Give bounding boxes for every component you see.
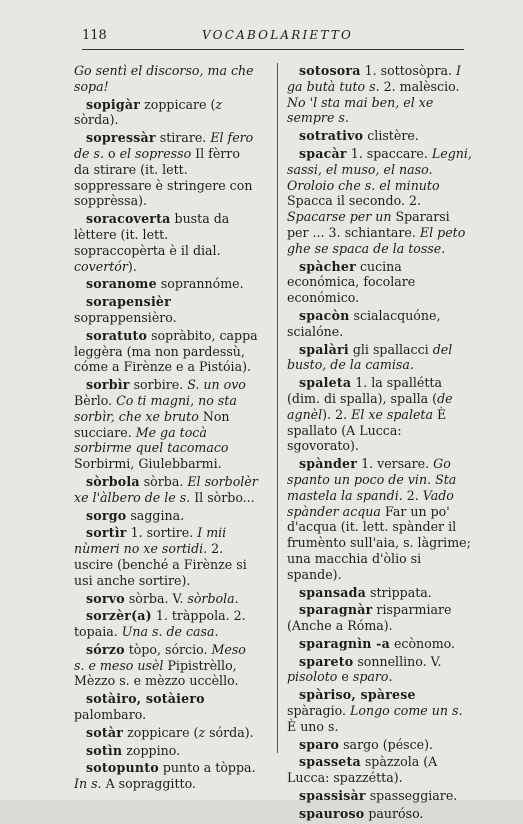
definition-text: 2. [402, 487, 423, 503]
dictionary-entry [74, 294, 259, 326]
dictionary-entry [287, 602, 472, 634]
example-italic: Longo come un s. [350, 703, 463, 719]
example-italic: S. un ovo [187, 377, 246, 393]
dictionary-entry [74, 642, 259, 689]
definition-text: Pipistrèllo, Mèzzo s. e mèzzo uccèllo. [74, 657, 239, 689]
example-italic: sòrbola [187, 590, 235, 606]
definition-text: spàzzola (A Lucca: spazzétta). [287, 754, 438, 786]
dictionary-entry [74, 97, 259, 129]
dictionary-entry [74, 608, 259, 640]
definition-text: sopràbito, cappa leggèra (ma non pardessù, cóme a Firènze e a Pistóia). [74, 327, 258, 375]
page-number: 118 [82, 28, 107, 43]
headword: sparagnàr [299, 602, 373, 618]
definition-text: Non succiare. [74, 408, 230, 440]
example-italic: covertór [74, 258, 128, 274]
dictionary-entry [74, 508, 259, 524]
example-italic: Me ga tocà sorbirme quel tacomaco [74, 424, 229, 456]
headword: sortìr [86, 525, 127, 541]
definition-text: sòrba. V. [124, 590, 188, 606]
dictionary-entry [74, 525, 259, 588]
definition-text: zoppicare ( [123, 724, 199, 740]
dictionary-entry [74, 211, 259, 274]
example-italic: sparo [352, 669, 389, 685]
dictionary-entry [287, 456, 472, 582]
definition-text: sorbire. [129, 377, 188, 393]
example-italic: de agnèl [287, 390, 453, 422]
headword: sorgo [86, 507, 127, 523]
definition-text: zoppicare ( [140, 96, 216, 112]
definition-text: sòrba. [139, 473, 188, 489]
headword: sorapensièr [86, 294, 171, 310]
definition-text: gli spallacci [348, 341, 433, 357]
definition-text: clistère. [363, 128, 419, 144]
example-italic: el sopresso [119, 145, 192, 161]
definition-text: soprannóme. [156, 276, 244, 292]
headword: sotàr [86, 724, 124, 740]
example-italic: Co ti magni, no sta sorbìr, che xe bruto [74, 392, 237, 424]
dictionary-entry [287, 259, 472, 306]
headword: sotopunto [86, 760, 159, 776]
example-italic: z [215, 96, 223, 112]
definition-text: ). 2. [322, 406, 352, 422]
definition-text: o [103, 145, 120, 161]
headword: sopigàr [86, 96, 141, 112]
definition-text: È spallato (A Lucca: sgovorato). [287, 406, 447, 454]
headword: sorvo [86, 590, 125, 606]
dictionary-entry [287, 806, 472, 822]
definition-text: busta da lèttere (it. lett. sopraccopèrta è il dial. [74, 211, 230, 258]
dictionary-entry [287, 654, 472, 686]
definition-text: Far un po' d'acqua (it. lett. spànder il frumènto sull'aia, s. làgrime; una macchia d'òlio si spande). [287, 503, 471, 582]
example-italic: Go spanto un poco de vin. Sta mastela la spandi. [287, 456, 457, 503]
headword: spànder [299, 456, 358, 472]
definition-text: Sorbirmi, Giulebbarmi. [74, 456, 222, 472]
headword: spaleta [299, 375, 352, 391]
definition-text: stirare. [155, 130, 211, 146]
dictionary-entry [287, 737, 472, 753]
headword: sotìn [86, 742, 123, 758]
definition-text: saggina. [126, 507, 185, 523]
headword: sòrbola [86, 473, 140, 489]
dictionary-entry [287, 128, 472, 144]
definition-text: 2. uscire (benché a Firènze si usi anche sortire). [74, 541, 247, 588]
definition-text: strippata. [366, 584, 432, 600]
definition-text: tòpo, sórcio. [124, 641, 212, 657]
column-divider [277, 63, 278, 753]
definition-text: soprappensièro. [74, 309, 177, 325]
definition-text: punto a tòppa. [158, 760, 256, 776]
definition-text: È uno s. [287, 718, 339, 734]
example-italic: Vado spànder acqua [287, 487, 454, 519]
definition-text: spàragio. [287, 703, 351, 719]
definition-text: sonnellino. V. [353, 653, 442, 669]
definition-text: 1. sottosòpra. [360, 63, 457, 78]
definition-text: scialacquóne, scialóne. [287, 307, 441, 339]
dictionary-entry [287, 788, 472, 804]
headword: sorbìr [86, 377, 130, 393]
dictionary-entry [287, 308, 472, 340]
example-italic: Meso s. e meso usèl [74, 641, 246, 673]
definition-text: Spacca il secondo. 2. [287, 193, 421, 209]
headword: spacòn [299, 307, 350, 323]
definition-text: sórda). [205, 724, 254, 740]
dictionary-entry [287, 687, 472, 734]
headword: sopressàr [86, 130, 156, 146]
example-italic: I mii nùmeri no xe sortidi. [74, 525, 227, 557]
example-italic: El fero de s. [74, 130, 254, 161]
dictionary-entry [74, 591, 259, 607]
example-italic: del busto, de la camisa. [287, 341, 453, 373]
definition-text: Il sòrbo... [190, 489, 255, 505]
definition-text: risparmiare (Anche a Róma). [287, 602, 452, 634]
dictionary-entry [74, 276, 259, 292]
example-italic: pisoloto [287, 669, 338, 685]
headword: spassisàr [299, 788, 366, 804]
example-italic: Una s. de casa. [121, 624, 219, 640]
dictionary-entry [287, 375, 472, 454]
definition-text: 2. malèscio. [379, 78, 460, 94]
example-italic: No 'l sta mai ben, el xe sempre s. [287, 94, 434, 126]
definition-text: spasseggiare. [365, 788, 458, 804]
definition-text: Spararsi per ... 3. schiantare. [287, 209, 450, 240]
dictionary-entry [287, 63, 472, 126]
header-rule [82, 49, 464, 50]
dictionary-entry [74, 743, 259, 759]
headword: sotosora [299, 63, 361, 78]
headword: sorzèr(a) [86, 608, 152, 624]
headword: spareto [299, 653, 354, 669]
definition-text: Bèrlo. [74, 392, 117, 408]
example-italic: In s. [74, 776, 102, 792]
headword: sotàiro, sotàiero [86, 691, 205, 707]
definition-text: cucina económica, focolare económico. [287, 258, 416, 306]
example-italic: z [198, 724, 206, 740]
dictionary-entry [287, 636, 472, 652]
dictionary-entry [74, 130, 259, 209]
definition-text: sòrda). [74, 112, 119, 128]
dictionary-entry [287, 146, 472, 257]
dictionary-entry [74, 474, 259, 506]
definition-text: . [234, 590, 239, 606]
definition-text: ). [127, 258, 137, 274]
definition-text: pauróso. [364, 805, 424, 821]
headword: soratuto [86, 327, 148, 343]
example-italic: El xe spaleta [351, 406, 433, 422]
definition-text: . [388, 669, 393, 685]
headword: sparagnìn -a [299, 635, 390, 651]
example-italic: I ga butà tuto s. [287, 63, 461, 94]
dictionary-entry [74, 691, 259, 723]
right-column [287, 63, 472, 824]
dictionary-entry [74, 328, 259, 375]
headword: sparo [299, 736, 340, 752]
definition-text: 1. versare. [357, 456, 434, 472]
dictionary-entry [74, 377, 259, 472]
definition-text: zoppino. [122, 742, 181, 758]
headword: soracoverta [86, 211, 171, 227]
definition-text: 1. spaccare. [346, 145, 432, 161]
definition-text: e [337, 669, 353, 685]
running-title: VOCABOLARIETTO [202, 28, 354, 42]
headword: sotrativo [299, 128, 364, 144]
definition-text: 1. sortire. [126, 525, 198, 541]
headword: spàcher [299, 258, 356, 274]
headword: sórzo [86, 641, 125, 657]
example-italic: Spacarse per un [287, 209, 392, 225]
example-italic: El peto ghe se spaca de la tosse. [287, 224, 466, 256]
headword: spasseta [299, 754, 361, 770]
example-italic: El sorbolèr xe l'àlbero de le s. [74, 473, 258, 505]
headword: soranome [86, 276, 157, 292]
definition-text: A sopraggitto. [101, 776, 196, 792]
example-italic: Go sentì el discorso, ma che sopa! [74, 63, 254, 94]
definition-text: 1. la spallétta (dim. di spalla), spalla ( [287, 375, 442, 406]
left-column [74, 63, 259, 794]
headword: spauroso [299, 805, 365, 821]
headword: spansada [299, 584, 367, 600]
headword: spacàr [299, 145, 347, 161]
dictionary-entry [74, 725, 259, 741]
example-italic: Legni, sassi, el muso, el naso. Oroloio che s. el minuto [287, 145, 472, 193]
definition-text: Il fèrro da stirare (it. lett. soppressare è stringere con sopprèssa). [74, 145, 253, 209]
definition-text: ecònomo. [389, 635, 456, 651]
dictionary-entry [74, 63, 259, 95]
headword: spalàri [299, 341, 349, 357]
definition-text: 1. tràppola. 2. topaia. [74, 608, 246, 640]
definition-text: palombaro. [74, 707, 147, 723]
dictionary-entry [74, 760, 259, 792]
dictionary-entry [287, 342, 472, 374]
dictionary-entry [287, 754, 472, 786]
page-header [82, 28, 464, 48]
dictionary-entry [287, 585, 472, 601]
definition-text: sargo (pésce). [339, 736, 434, 752]
headword: spàriso, spàrese [299, 687, 416, 703]
